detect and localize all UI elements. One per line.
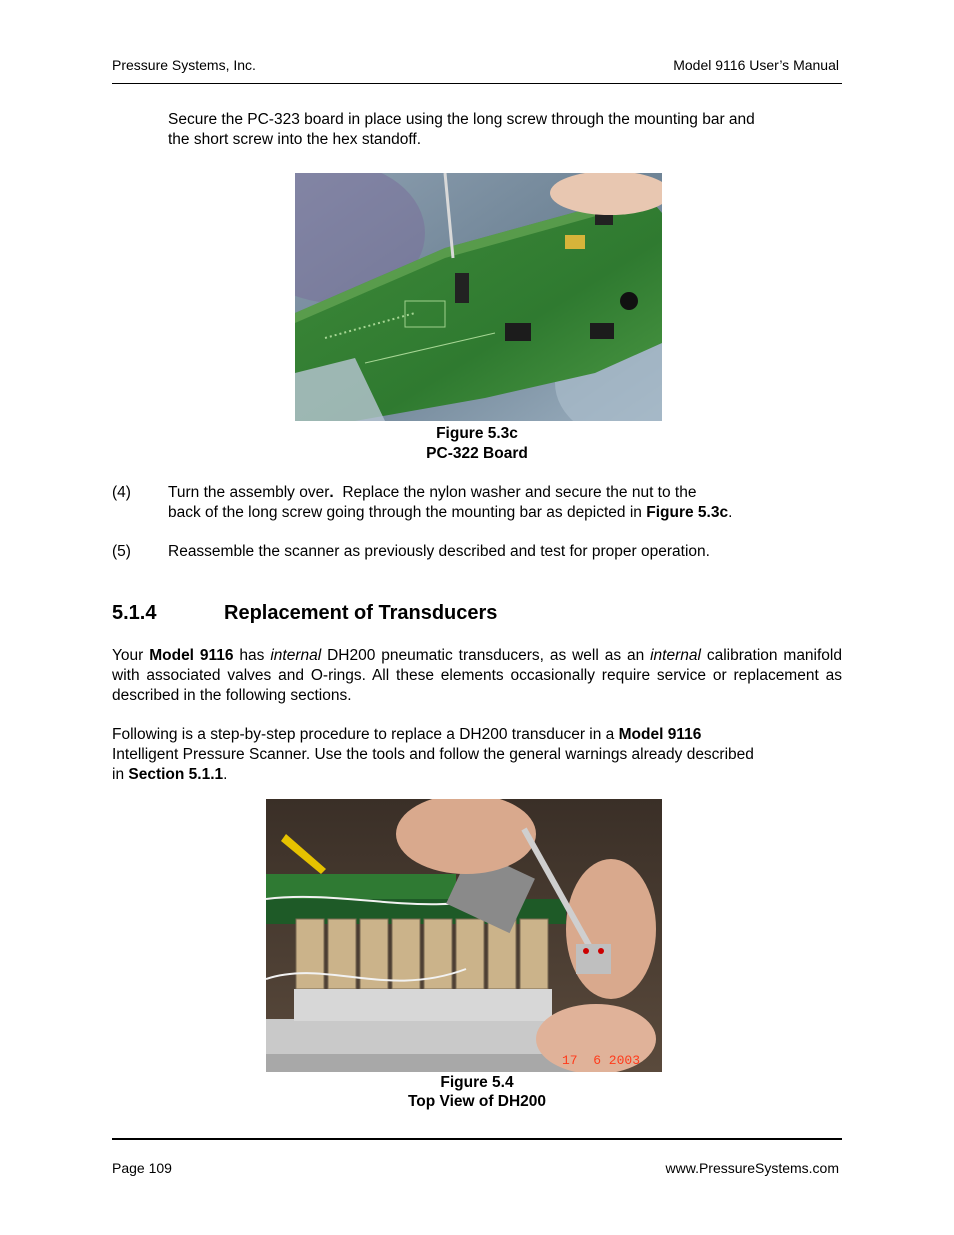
para1-model: Model 9116 (149, 647, 234, 664)
para1-s1: Your (112, 647, 150, 664)
transducer-photo-icon (266, 799, 662, 1072)
photo-date-stamp: 17 6 2003 (561, 1053, 640, 1068)
footer-website: www.PressureSystems.com (665, 1160, 839, 1176)
figure-5-4-caption-number: Figure 5.4 (440, 1074, 514, 1091)
para1-s5: DH200 pneumatic transducers, as well as an (321, 647, 651, 664)
circuit-board-photo-icon (295, 173, 662, 421)
para1-internal-2: internal (650, 647, 701, 664)
para1-s7: calibration manifold with associated valves and O-rings. All these elements occasionally require service or replacement as described in the following sections. (112, 647, 842, 704)
header-manual-title: Model 9116 User’s Manual (673, 57, 839, 73)
footer-rule (112, 1138, 842, 1140)
para2-line-2: Intelligent Pressure Scanner. Use the tools and follow the general warnings already described (112, 746, 754, 763)
step-4-text (168, 483, 732, 523)
para2-model: Model 9116 (618, 726, 702, 743)
figure-5-4-caption-title: Top View of DH200 (407, 1093, 547, 1110)
footer-page-number: Page 109 (112, 1160, 172, 1176)
step-5-number: (5) (112, 543, 131, 560)
step-5-text: Reassemble the scanner as previously described and test for proper operation. (168, 543, 710, 560)
para1-s3: has (233, 647, 271, 664)
step-4-figure-ref: Figure 5.3c (646, 504, 729, 521)
section-paragraph-2 (112, 725, 842, 785)
intro-line-2: the short screw into the hex standoff. (168, 131, 422, 148)
para2-section-ref: Section 5.1.1 (128, 766, 224, 783)
para1-internal-1: internal (270, 647, 322, 664)
intro-line-1: Secure the PC-323 board in place using the long screw through the mounting bar and (168, 111, 755, 128)
step-4-part-d: back of the long screw going through the mounting bar as depicted in (168, 504, 647, 521)
figure-5-3c-caption-title: PC-322 Board (426, 445, 528, 462)
section-paragraph-1 (112, 646, 842, 706)
step-4-part-a: Turn the assembly over (168, 484, 330, 501)
section-number: 5.1.4 (112, 602, 157, 624)
intro-paragraph (168, 110, 755, 150)
step-4-part-f: . (728, 504, 733, 521)
para2-s4: in (112, 766, 129, 783)
step-4-part-b: . (329, 484, 334, 501)
figure-5-3c-caption-number: Figure 5.3c (436, 425, 518, 442)
para2-s6: . (223, 766, 228, 783)
step-4-part-c: Replace the nylon washer and secure the nut to the (333, 484, 697, 501)
section-title: Replacement of Transducers (224, 602, 498, 624)
para2-s1: Following is a step-by-step procedure to replace a DH200 transducer in a (112, 726, 619, 743)
header-company: Pressure Systems, Inc. (112, 57, 256, 73)
step-4-number: (4) (112, 484, 131, 501)
header-rule (112, 83, 842, 84)
